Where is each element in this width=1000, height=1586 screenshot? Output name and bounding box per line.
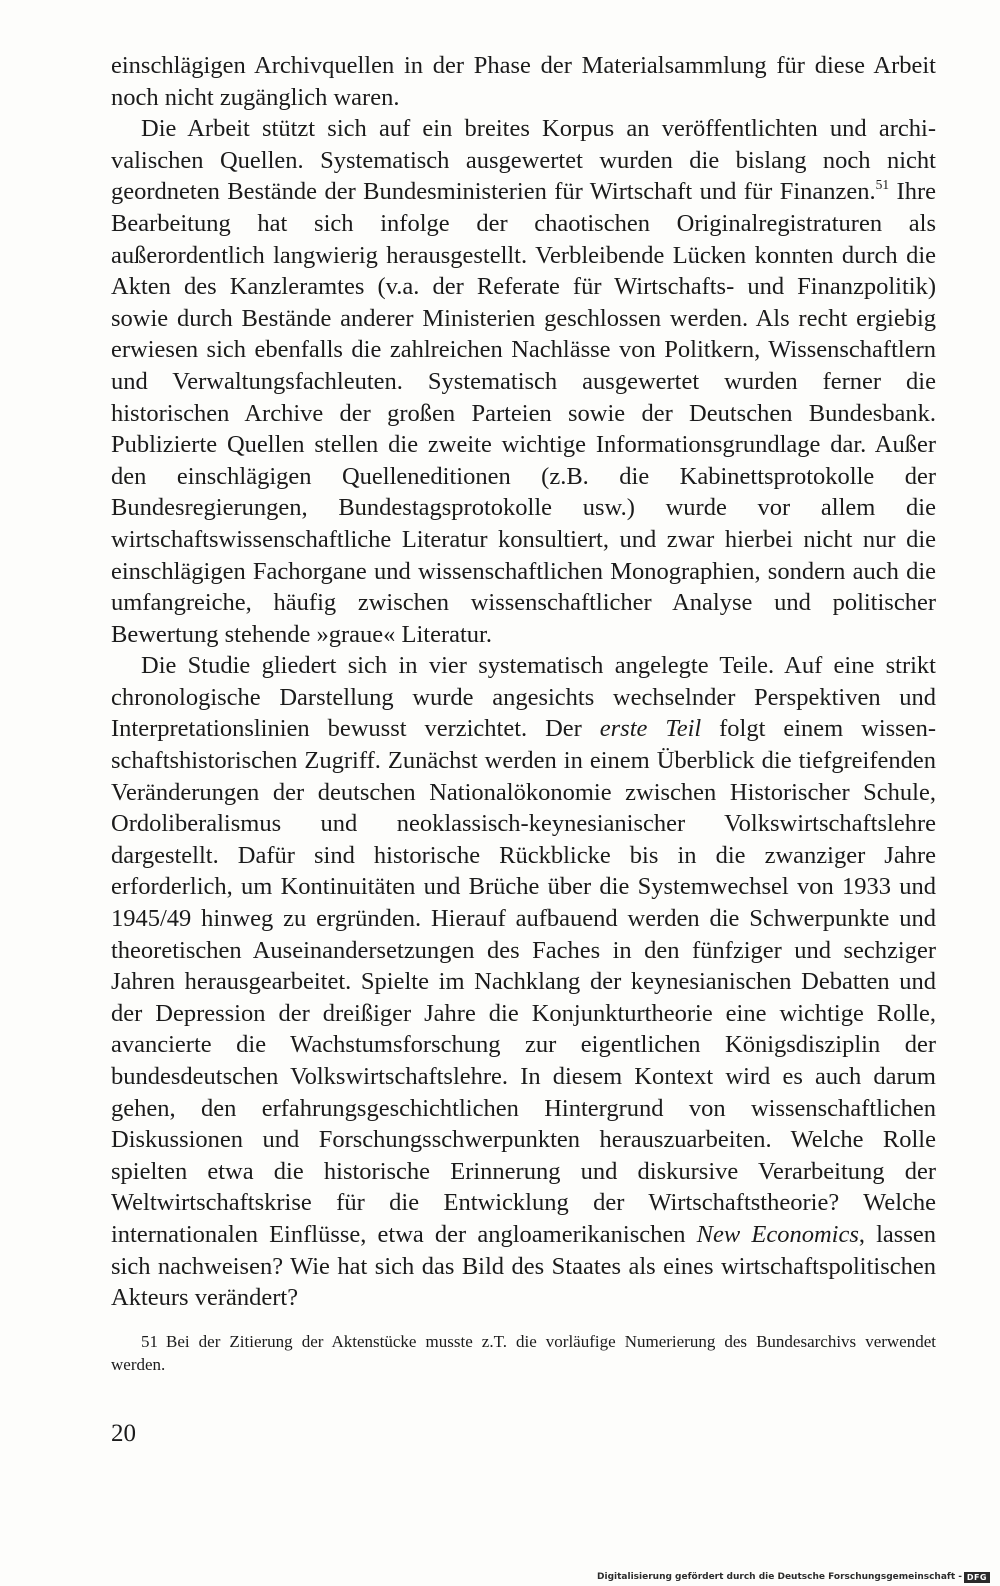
footnote (111, 1330, 936, 1376)
footnote-text: Bei der Zitierung der Aktenstücke musste z.T. die vorläufige Numerierung des Bundesarchivs verwendet werden. (111, 1332, 936, 1374)
paragraph-3-text-a: Die Studie gliedert sich in vier systematisch angelegte Teile. Auf eine strikt chronologische Darstellung wurde angesichts wechselnder Perspektiven und Interpretationslinien bewusst verzichtet. Der (111, 652, 936, 743)
page-number: 20 (111, 1420, 136, 1447)
paragraph-3-text-c: , lassen sich nachweisen? Wie hat sich das Bild des Staates als eines wirtschaftspolitischen Akteurs verändert? (111, 1220, 936, 1312)
paragraph-3-text-b: folgt einem wissenschaftshistorischen Zugriff. Zunächst werden in einem Überblick die tiefgreifenden Veränderungen der deutschen Nationalökonomie zwischen Historischer Schule, Ordoliberalismus und neoklassisch-keynesianischer Volkswirtschaftslehre dargestellt. Dafür sind historische Rückblicke bis in die zwanziger Jahre erforderlich, um Kontinuitäten und Brüche über die Systemwechsel von 1933 und 1945/49 hinweg zu ergründen. Hierauf aufbauend werden die Schwerpunkte und theoretischen Auseinandersetzungen des Faches in den fünfziger und sechziger Jahren herausgearbeitet. Spielte im Nachklang der keynesianischen Debatten und der Depression der dreißiger Jahre die Konjunkturtheorie eine wichtige Rolle, avancierte die Wachstumsforschung zur eigentlichen Königsdisziplin der bundesdeutschen Volkswirtschaftslehre. In diesem Kontext wird es auch darum gehen, den erfahrungsgeschichtlichen Hintergrund von wissenschaftlichen Diskussionen und Forschungsschwerpunkten herauszuarbeiten. Welche Rolle spielten etwa die historische Erinnerung und diskursive Verarbeitung der Weltwirtschaftskrise für die Entwicklung der Wirtschaftstheorie? Welche internationalen Einflüsse, etwa der angloamerikanischen (111, 715, 937, 1248)
emphasis-erste-teil: erste Teil (599, 715, 702, 743)
emphasis-new-economics: New Economics (696, 1220, 859, 1248)
footnote-number: 51 (141, 1332, 158, 1351)
footnote-reference: 51 (875, 177, 890, 193)
paragraph-1 (111, 50, 936, 113)
paragraph-2-text-b: Ihre Bearbeitung hat sich infolge der chaotischen Originalregistraturen als außerordentlich langwierig herausgestellt. Verbleibende Lücken konnten durch die Akten des Kanzleramtes (v.a. der Referate für Wirtschafts- und Finanzpolitik) sowie durch Bestände anderer Ministerien geschlossen werden. Als recht ergiebig erwiesen sich ebenfalls die zahlreichen Nachlässe von Politkern, Wissenschaftlern und Verwaltungsfachleuten. Systematisch ausgewertet wurden ferner die historischen Archive der großen Parteien sowie der Deutschen Bundesbank. Publizierte Quellen stellen die zweite wichtige Informationsgrundlage dar. Außer den einschlägigen Quelleneditionen (z.B. die Kabinettsprotokolle der Bundesregierungen, Bundestagsprotokolle usw.) wurde vor allem die wirtschaftswissenschaftliche Literatur konsultiert, und zwar hierbei nicht nur die einschlägigen Fachorgane und wissenschaftlichen Monographien, sondern auch die umfangreiche, häufig zwischen wissenschaftlicher Analyse und politischer Bewertung stehende »graue« Literatur. (111, 178, 936, 648)
paragraph-1-text: einschlägigen Archivquellen in der Phase der Materialsammlung für diese Arbeit noch nicht zugänglich waren. (111, 52, 936, 111)
dfg-logo: DFG (964, 1572, 990, 1583)
paragraph-2-text-a: Die Arbeit stützt sich auf ein breites Korpus an veröffentlichten und archivalischen Quellen. Systematisch ausgewertet wurden die bislang noch nicht geordneten Bestände der Bundesministerien für Wirtschaft und für Finanzen. (111, 115, 936, 206)
paragraph-3 (111, 650, 936, 1313)
body-text (111, 50, 936, 1314)
funding-note: Digitalisierung gefördert durch die Deutsche Forschungsgemeinschaft - (597, 1572, 962, 1582)
paragraph-2 (111, 113, 936, 650)
